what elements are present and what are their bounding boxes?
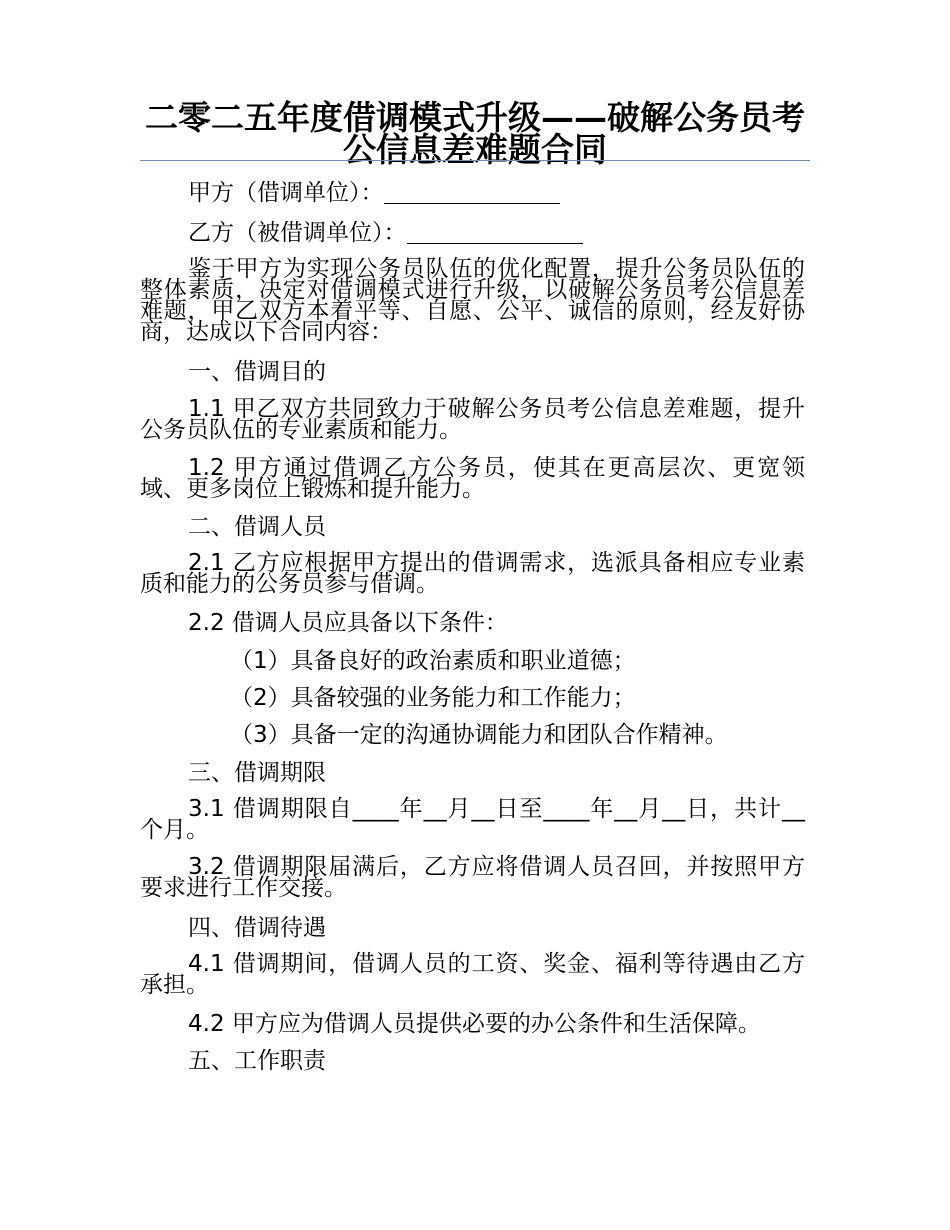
clause-4-1: 4.1 借调期间，借调人员的工资、奖金、福利等待遇由乙方承担。 <box>140 951 805 998</box>
party-b-blank <box>407 223 583 244</box>
section-2-heading: 二、借调人员 <box>188 514 326 540</box>
preamble-paragraph: 鉴于甲方为实现公务员队伍的优化配置，提升公务员队伍的整体素质，决定对借调模式进行升级，以破解公务员考公信息差难题，甲乙双方本着平等、自愿、公平、诚信的原则，经友好协商，达成以下合同内容： <box>140 256 805 345</box>
party-a-label: 甲方（借调单位）： <box>188 180 384 206</box>
clause-2-1: 2.1 乙方应根据甲方提出的借调需求，选派具备相应专业素质和能力的公务员参与借调。 <box>140 550 805 597</box>
condition-item-1: （1）具备良好的政治素质和职业道德； <box>230 648 636 674</box>
clause-1-1: 1.1 甲乙双方共同致力于破解公务员考公信息差难题，提升公务员队伍的专业素质和能力。 <box>140 396 805 443</box>
party-b-label: 乙方（被借调单位）： <box>188 220 407 246</box>
section-1-heading: 一、借调目的 <box>188 359 326 385</box>
clause-3-1: 3.1 借调期限自____年__月__日至____年__月__日，共计__个月。 <box>140 796 805 843</box>
section-3-heading: 三、借调期限 <box>188 760 326 786</box>
section-4-heading: 四、借调待遇 <box>188 915 326 941</box>
condition-item-2: （2）具备较强的业务能力和工作能力； <box>230 685 636 711</box>
title-underline <box>140 160 810 161</box>
party-a-line <box>140 182 805 204</box>
party-b-line <box>140 222 805 244</box>
clause-4-2: 4.2 甲方应为借调人员提供必要的办公条件和生活保障。 <box>188 1011 761 1037</box>
section-5-heading: 五、工作职责 <box>188 1048 326 1074</box>
document-title: 二零二五年度借调模式升级——破解公务员考公信息差难题合同 <box>145 98 805 169</box>
clause-2-2: 2.2 借调人员应具备以下条件： <box>188 610 508 636</box>
clause-1-2: 1.2 甲方通过借调乙方公务员，使其在更高层次、更宽领域、更多岗位上锻炼和提升能力。 <box>140 455 805 502</box>
condition-item-3: （3）具备一定的沟通协调能力和团队合作精神。 <box>230 722 728 748</box>
clause-3-2: 3.2 借调期限届满后，乙方应将借调人员召回，并按照甲方要求进行工作交接。 <box>140 854 805 901</box>
party-a-blank <box>384 183 560 204</box>
